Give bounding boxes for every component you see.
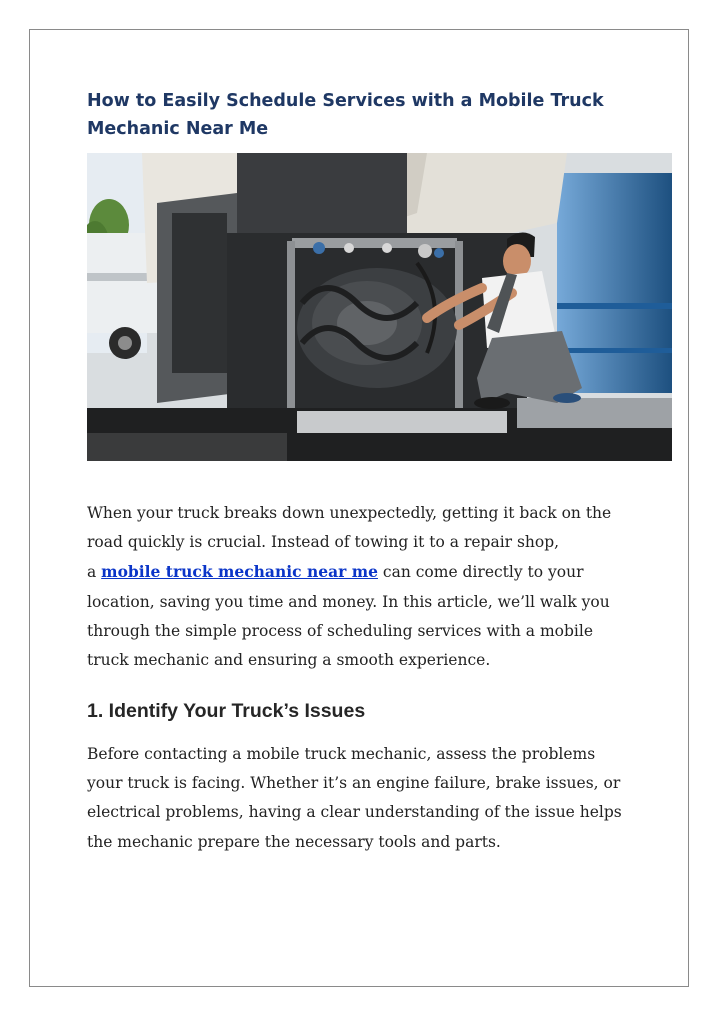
intro-paragraph: [87, 499, 647, 675]
section-line: electrical problems, having a clear understanding of the issue helps: [87, 803, 622, 822]
hero-image: [87, 153, 672, 461]
section-line: Before contacting a mobile truck mechanic, assess the problems: [87, 745, 596, 763]
truck-engine-photo: [87, 153, 672, 461]
intro-line: through the simple process of scheduling services with a mobile: [87, 621, 594, 640]
intro-line: location, saving you time and money. In this article, we’ll walk you: [87, 592, 610, 611]
mobile-truck-mechanic-link[interactable]: mobile truck mechanic near me: [101, 562, 378, 582]
intro-line: truck mechanic and ensuring a smooth experience.: [87, 651, 491, 670]
section-line: the mechanic prepare the necessary tools and parts.: [87, 832, 501, 851]
intro-line-with-link: [87, 557, 647, 587]
section-line: your truck is facing. Whether it’s an engine failure, brake issues, or: [87, 774, 621, 793]
intro-line: road quickly is crucial. Instead of towing it to a repair shop,: [87, 533, 560, 552]
intro-text: can come directly to your: [377, 563, 584, 582]
section-paragraph: [87, 740, 647, 857]
intro-line: When your truck breaks down unexpectedly, getting it back on the: [87, 504, 612, 522]
article-title: How to Easily Schedule Services with a Mobile Truck Mechanic Near Me: [87, 91, 604, 139]
section-heading-identify-issues: 1. Identify Your Truck’s Issues: [87, 700, 366, 722]
intro-text: a: [87, 563, 102, 582]
